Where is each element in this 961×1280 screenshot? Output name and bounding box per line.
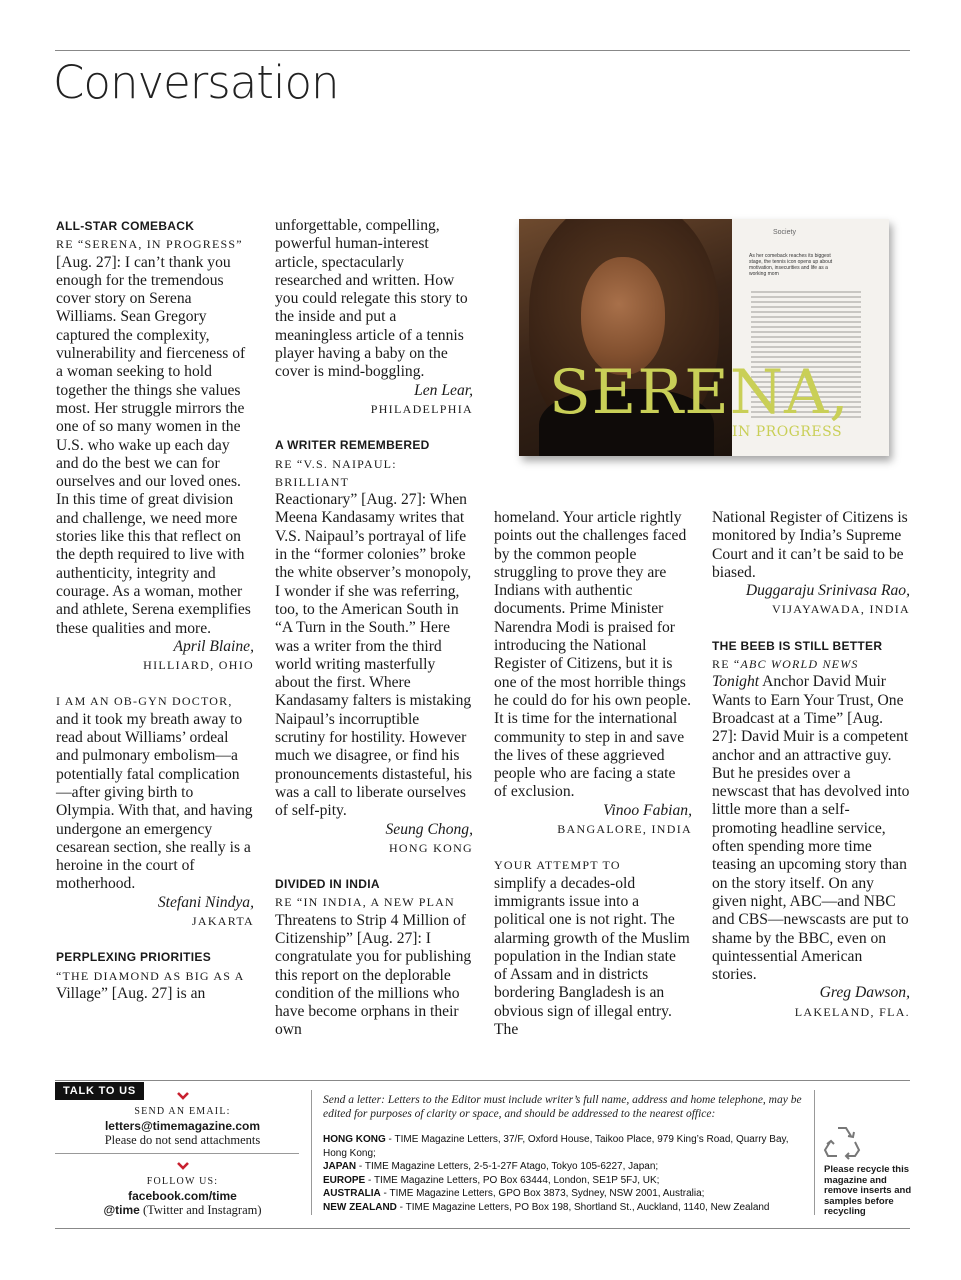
spread-subheadline: IN PROGRESS xyxy=(732,424,843,440)
letter-lead: I AM AN OB-GYN DOCTOR, xyxy=(56,694,233,709)
letter-text: [Aug. 27]: I can’t thank you enough for the tremendous cover story on Serena Williams. Sean Gregory captured the complexity, vulnerability and fierceness of a woman seeking to hold together the things she values most. Her struggle mirrors the one of so many women in the U.S. who wake up each day and do the best we can for ourselves and our loved ones. In this time of great division and challenge, we need more stories like this that reflect on the depth required to live with authenticity, integrity and courage. As a woman, mother and athlete, Serena exemplifies these qualities and more. xyxy=(56,253,251,637)
letter-body xyxy=(56,967,254,1004)
talk-to-us-label: TALK TO US xyxy=(55,1082,144,1100)
letter-reference: RE “IN INDIA, A NEW PLAN xyxy=(275,895,455,910)
letter-text: homeland. Your article rightly points out the challenges faced by the common people struggling to prove they are Indians with authentic documents. Prime Minister Narendra Modi is praised for introducing the National Register of Citizens, but it is one of the most horrible things he could do for his own people. It is time for the international community to step in and save the lives of these aggrieved people who are facing a state of exclusion. xyxy=(494,509,692,801)
letter-text: simplify a decades-old immigrants issue into a political one is not right. The alarming growth of the Muslim population in the Indian state of Assam and in districts bordering Bangladesh is an obvious sign of illegal entry. The xyxy=(494,874,690,1039)
email-contact xyxy=(55,1105,310,1147)
letter-text: Village” [Aug. 27] is an xyxy=(56,984,206,1002)
letter-signature: Vinoo Fabian, xyxy=(603,801,692,819)
social-contact xyxy=(55,1175,310,1217)
page-title: Conversation xyxy=(53,56,339,109)
office-address: HONG KONG - TIME Magazine Letters, 37/F, Oxford House, Taikoo Place, 979 King’s Road, Quarry Bay, Hong Kong; xyxy=(323,1134,789,1159)
facebook-link[interactable]: facebook.com/time xyxy=(128,1189,237,1203)
letter-body xyxy=(275,455,473,821)
letter-text: Reactionary” [Aug. 27]: When Meena Kandasamy writes that V.S. Naipaul’s portrayal of life in the “former colonies” broke the white observer’s monopoly, I wonder if she was referring, too, to the American South in “A Turn in the South.” Here was a writer from the third world writing masterfully about the first. Where Kandasamy falters is mistaking Naipaul’s incorruptible scrutiny for hostility. However much we disagree, or find his pronouncements distasteful, his was a call to liberate ourselves of self-pity. xyxy=(275,491,473,820)
letter-signature: Stefani Nindya, xyxy=(157,893,254,911)
section-heading: PERPLEXING PRIORITIES xyxy=(56,950,211,965)
section-heading: THE BEEB IS STILL BETTER xyxy=(712,638,883,653)
email-caption: SEND AN EMAIL: xyxy=(134,1106,231,1117)
email-link[interactable]: letters@timemagazine.com xyxy=(104,1119,261,1133)
office-address-list xyxy=(323,1133,805,1215)
letter-location: HILLIARD, OHIO xyxy=(143,658,254,673)
letter-lead: YOUR ATTEMPT TO xyxy=(494,858,621,873)
letter-signature: Greg Dawson, xyxy=(819,984,910,1002)
letters-column-4 xyxy=(712,509,910,1021)
footer-divider xyxy=(814,1090,815,1215)
letters-column-2 xyxy=(275,217,473,1040)
twitter-note: (Twitter and Instagram) xyxy=(139,1203,262,1217)
email-note: Please do not send attachments xyxy=(104,1133,261,1147)
spread-section-label: Society xyxy=(773,229,796,236)
twitter-handle-link[interactable]: @time xyxy=(103,1203,140,1217)
letter-reference: “THE DIAMOND AS BIG AS A xyxy=(56,968,245,983)
letter-signature: Duggaraju Srinivasa Rao, xyxy=(745,582,910,600)
top-rule xyxy=(55,50,910,51)
footer-divider xyxy=(311,1090,312,1215)
office-address: NEW ZEALAND - TIME Magazine Letters, PO Box 198, Shortland St., Auckland, 1140, New Zealand xyxy=(323,1201,770,1213)
letter-location: LAKELAND, FLA. xyxy=(794,1004,910,1019)
office-address: AUSTRALIA - TIME Magazine Letters, GPO Box 3873, Sydney, NSW 2001, Australia; xyxy=(323,1188,705,1200)
spread-intro-text: As her comeback reaches its biggest stage, the tennis icon opens up about motivation, insecurities and life as a working mom xyxy=(749,253,833,277)
follow-caption: FOLLOW US: xyxy=(146,1176,219,1187)
letter-reference: RE “V.S. NAIPAUL: BRILLIANT xyxy=(275,456,397,489)
letter-text: unforgettable, compelling, powerful human-interest article, spectacularly researched and written. How you could relegate this story to the inside and put a meaningless article of a tennis player having a baby on the cover is mind-boggling. xyxy=(275,217,468,381)
section-heading: A WRITER REMEMBERED xyxy=(275,438,430,453)
letters-column-3 xyxy=(494,509,692,1039)
letter-location: VIJAYAWADA, INDIA xyxy=(771,602,910,617)
letter-text: and it took my breath away to read about Williams’ ordeal and pulmonary embolism—a potentially fatal complication—after giving birth to Olympia. With that, and having undergone an emergency cesarean section, she really is a heroine in the court of motherhood. xyxy=(56,710,253,893)
letter-body xyxy=(275,893,473,1039)
spread-headline: SERENA, xyxy=(549,357,850,428)
letters-column-1 xyxy=(56,217,254,1003)
letter-body xyxy=(56,235,254,638)
footer-bottom-rule xyxy=(55,1228,910,1229)
footer-top-rule xyxy=(55,1080,910,1081)
letter-text: Threatens to Strip 4 Million of Citizenship” [Aug. 27]: I congratulate you for publishing this report on the deplorable condition of the millions who have become orphans in their own xyxy=(275,911,472,1039)
office-address: EUROPE - TIME Magazine Letters, PO Box 63444, London, SE1P 5FJ, UK; xyxy=(323,1174,660,1186)
letter-signature: Seung Chong, xyxy=(385,820,473,838)
letter-reference: RE “SERENA, IN PROGRESS” xyxy=(56,237,243,252)
letter-body xyxy=(56,692,254,893)
letter-text: National Register of Citizens is monitored by India’s Supreme Court and it can’t be said to be biased. xyxy=(712,509,908,581)
letter-location: JAKARTA xyxy=(191,913,254,928)
footer-contact-divider xyxy=(55,1153,299,1154)
letter-reference: RE “ABC WORLD NEWS xyxy=(712,657,859,672)
serena-magazine-spread-image xyxy=(519,219,889,456)
letter-location: HONG KONG xyxy=(388,840,473,855)
section-heading: DIVIDED IN INDIA xyxy=(275,877,380,892)
office-address: JAPAN - TIME Magazine Letters, 2-5-1-27F Atago, Tokyo 105-6227, Japan; xyxy=(323,1161,659,1173)
letter-body xyxy=(712,655,910,984)
chevron-down-icon xyxy=(176,1161,190,1171)
recycle-note: Please recycle this magazine and remove inserts and samples before recycling xyxy=(824,1164,912,1217)
letter-location: BANGALORE, INDIA xyxy=(557,822,692,837)
recycle-icon xyxy=(822,1122,862,1160)
letter-body xyxy=(494,856,692,1039)
letter-submission-info: Send a letter: Letters to the Editor must include writer’s full name, address and home telephone, may be edited for purposes of clarity or space, and should be addressed to the nearest office: xyxy=(323,1094,802,1120)
chevron-down-icon xyxy=(176,1091,190,1101)
letter-location: PHILADELPHIA xyxy=(370,401,473,416)
letter-signature: Len Lear, xyxy=(414,381,473,399)
section-heading: ALL-STAR COMEBACK xyxy=(56,219,195,233)
letter-text: Anchor David Muir Wants to Earn Your Trust, One Broadcast at a Time” [Aug. 27]: David Muir is a competent anchor and an attractive guy. But he presides over a newscast that has devolved into little more than a self-promoting headline service, often spending more time teasing an upcoming story than on the story itself. On any given night, ABC—and NBC and CBS—newscasts are put to shame by the BBC, even on quintessential American stories. xyxy=(712,673,910,984)
letter-text: Tonight xyxy=(712,673,760,691)
letter-signature: April Blaine, xyxy=(173,637,254,655)
